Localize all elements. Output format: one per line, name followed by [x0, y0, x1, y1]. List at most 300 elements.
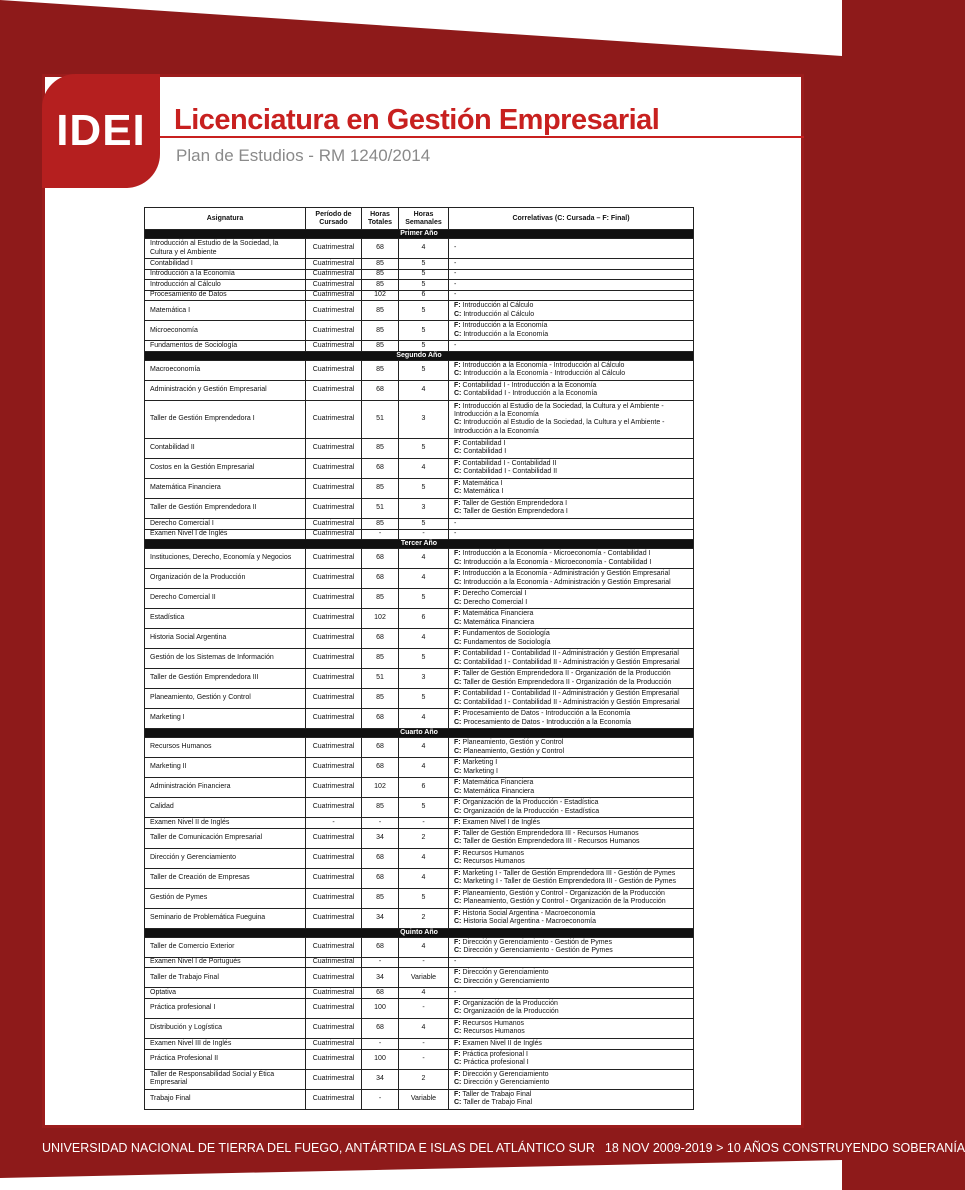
subject-cell: Taller de Creación de Empresas [145, 868, 306, 888]
correlatives-cell [449, 1069, 694, 1089]
subject-cell: Historia Social Argentina [145, 629, 306, 649]
table-row [145, 689, 694, 709]
correlatives-cell [449, 380, 694, 400]
weekly-hours-cell: 4 [399, 758, 449, 778]
correlative-line: F: Fundamentos de Sociología [454, 630, 550, 638]
total-hours-cell: - [362, 1038, 399, 1049]
table-row [145, 400, 694, 438]
total-hours-cell: 34 [362, 968, 399, 988]
correlatives-cell [449, 828, 694, 848]
table-row [145, 1069, 694, 1089]
header-horas-totales: Horas Totales [362, 208, 399, 230]
header-asignatura: Asignatura [145, 208, 306, 230]
total-hours-cell: 68 [362, 239, 399, 259]
subject-cell: Examen Nivel III de Inglés [145, 1038, 306, 1049]
period-cell: Cuatrimestral [306, 848, 362, 868]
correlative-line: F: Matemática Financiera [454, 779, 534, 787]
correlatives-cell [449, 301, 694, 321]
weekly-hours-cell: 5 [399, 269, 449, 280]
correlative-line: C: Taller de Gestión Emprendedora III - Recursos Humanos [454, 838, 640, 846]
correlatives-cell [449, 529, 694, 540]
correlative-line: C: Taller de Trabajo Final [454, 1099, 533, 1107]
table-row [145, 341, 694, 352]
correlatives-cell [449, 269, 694, 280]
correlatives-cell [449, 518, 694, 529]
weekly-hours-cell: 3 [399, 498, 449, 518]
weekly-hours-cell: 4 [399, 937, 449, 957]
correlative-line: C: Dirección y Gerenciamiento [454, 977, 550, 985]
correlatives-cell [449, 458, 694, 478]
table-row [145, 629, 694, 649]
subject-cell: Taller de Trabajo Final [145, 968, 306, 988]
subject-cell: Instituciones, Derecho, Economía y Negocios [145, 549, 306, 569]
correlative-line: F: Contabilidad I - Contabilidad II [454, 460, 557, 468]
weekly-hours-cell: 5 [399, 478, 449, 498]
correlatives-cell [449, 341, 694, 352]
table-row [145, 908, 694, 928]
section-title: Primer Año [145, 230, 694, 239]
correlative-line: C: Recursos Humanos [454, 858, 525, 866]
total-hours-cell: 85 [362, 280, 399, 291]
correlative-line: F: Introducción a la Economía - Administración y Gestión Empresarial [454, 570, 670, 578]
period-cell: Cuatrimestral [306, 988, 362, 999]
subject-cell: Derecho Comercial I [145, 518, 306, 529]
subject-cell: Examen Nivel I de Portugués [145, 957, 306, 968]
correlatives-cell [449, 937, 694, 957]
correlatives-cell [449, 848, 694, 868]
table-row [145, 478, 694, 498]
correlatives-cell [449, 908, 694, 928]
total-hours-cell: 102 [362, 778, 399, 798]
table-row [145, 518, 694, 529]
correlatives-cell [449, 1049, 694, 1069]
correlative-line: F: Recursos Humanos [454, 1020, 525, 1028]
total-hours-cell: 102 [362, 609, 399, 629]
correlatives-cell [449, 609, 694, 629]
weekly-hours-cell: - [399, 1049, 449, 1069]
table-row [145, 937, 694, 957]
period-cell: Cuatrimestral [306, 269, 362, 280]
correlatives-cell [449, 888, 694, 908]
correlative-line: F: Matemática I [454, 480, 503, 488]
correlative-line: C: Introducción al Estudio de la Sociedad, la Cultura y el Ambiente - [454, 419, 665, 427]
correlatives-cell [449, 498, 694, 518]
weekly-hours-cell: 5 [399, 649, 449, 669]
subject-cell: Contabilidad I [145, 259, 306, 270]
total-hours-cell: 51 [362, 400, 399, 438]
table-row [145, 988, 694, 999]
correlatives-cell [449, 478, 694, 498]
period-cell: - [306, 818, 362, 829]
weekly-hours-cell: 5 [399, 798, 449, 818]
total-hours-cell: 68 [362, 569, 399, 589]
correlatives-cell [449, 629, 694, 649]
correlative-line: - [454, 244, 457, 252]
correlative-line: F: Marketing I - Taller de Gestión Emprendedora III - Gestión de Pymes [454, 869, 676, 877]
subject-cell: Procesamiento de Datos [145, 290, 306, 301]
section-title: Quinto Año [145, 928, 694, 937]
subject-cell: Gestión de los Sistemas de Información [145, 649, 306, 669]
total-hours-cell: 85 [362, 341, 399, 352]
table-row [145, 1038, 694, 1049]
period-cell: Cuatrimestral [306, 998, 362, 1018]
correlative-line: F: Matemática Financiera [454, 610, 534, 618]
correlatives-cell [449, 549, 694, 569]
correlatives-cell [449, 438, 694, 458]
subject-cell: Introducción al Estudio de la Sociedad, la Cultura y el Ambiente [145, 239, 306, 259]
correlative-line: C: Contabilidad I - Contabilidad II [454, 468, 558, 476]
correlative-line: - [454, 530, 457, 538]
correlative-line: C: Dirección y Gerenciamiento - Gestión de Pymes [454, 947, 613, 955]
section-header-row [145, 729, 694, 738]
period-cell: Cuatrimestral [306, 968, 362, 988]
correlatives-cell [449, 360, 694, 380]
subject-cell: Taller de Gestión Emprendedora I [145, 400, 306, 438]
correlative-line: C: Derecho Comercial I [454, 598, 528, 606]
subject-cell: Planeamiento, Gestión y Control [145, 689, 306, 709]
correlative-line: F: Derecho Comercial I [454, 590, 527, 598]
total-hours-cell: 68 [362, 458, 399, 478]
period-cell: Cuatrimestral [306, 908, 362, 928]
weekly-hours-cell: 4 [399, 988, 449, 999]
correlative-line: C: Introducción a la Economía - Administración y Gestión Empresarial [454, 578, 671, 586]
weekly-hours-cell: 6 [399, 609, 449, 629]
weekly-hours-cell: - [399, 998, 449, 1018]
correlative-line: C: Introducción al Cálculo [454, 310, 535, 318]
correlative-line: - [454, 958, 457, 966]
period-cell: Cuatrimestral [306, 529, 362, 540]
period-cell: Cuatrimestral [306, 290, 362, 301]
correlatives-cell [449, 589, 694, 609]
table-row [145, 321, 694, 341]
weekly-hours-cell: 6 [399, 290, 449, 301]
period-cell: Cuatrimestral [306, 321, 362, 341]
weekly-hours-cell: Variable [399, 968, 449, 988]
period-cell: Cuatrimestral [306, 518, 362, 529]
title-divider [160, 136, 804, 138]
correlative-line: F: Examen Nivel II de Inglés [454, 1039, 542, 1047]
subject-cell: Trabajo Final [145, 1089, 306, 1109]
correlative-line: F: Dirección y Gerenciamiento [454, 1070, 549, 1078]
period-cell: Cuatrimestral [306, 1038, 362, 1049]
correlative-line: F: Práctica profesional I [454, 1050, 528, 1058]
section-header-row [145, 351, 694, 360]
total-hours-cell: 85 [362, 360, 399, 380]
subject-cell: Organización de la Producción [145, 569, 306, 589]
subject-cell: Taller de Comercio Exterior [145, 937, 306, 957]
total-hours-cell: 85 [362, 649, 399, 669]
header-horas-semanales: Horas Semanales [399, 208, 449, 230]
table-row [145, 589, 694, 609]
header-correlativas: Correlativas (C: Cursada – F: Final) [449, 208, 694, 230]
table-row [145, 968, 694, 988]
correlative-line: C: Introducción a la Economía - Microeconomía - Contabilidad I [454, 558, 652, 566]
table-row [145, 290, 694, 301]
weekly-hours-cell: - [399, 818, 449, 829]
correlative-line: - [454, 259, 457, 267]
period-cell: Cuatrimestral [306, 709, 362, 729]
total-hours-cell: 85 [362, 689, 399, 709]
table-row [145, 269, 694, 280]
correlative-line: F: Dirección y Gerenciamiento [454, 969, 549, 977]
correlative-line: F: Introducción al Estudio de la Sociedad, la Cultura y el Ambiente - [454, 402, 664, 410]
total-hours-cell: 85 [362, 259, 399, 270]
period-cell: Cuatrimestral [306, 239, 362, 259]
correlatives-cell [449, 798, 694, 818]
total-hours-cell: - [362, 818, 399, 829]
table-row [145, 669, 694, 689]
correlatives-cell [449, 1089, 694, 1109]
correlative-line: C: Planeamiento, Gestión y Control [454, 747, 565, 755]
correlatives-cell [449, 998, 694, 1018]
period-cell: Cuatrimestral [306, 280, 362, 291]
period-cell: Cuatrimestral [306, 400, 362, 438]
weekly-hours-cell: 4 [399, 868, 449, 888]
period-cell: Cuatrimestral [306, 957, 362, 968]
period-cell: Cuatrimestral [306, 301, 362, 321]
subject-cell: Práctica profesional I [145, 998, 306, 1018]
correlatives-cell [449, 818, 694, 829]
period-cell: Cuatrimestral [306, 589, 362, 609]
correlative-line: F: Introducción a la Economía - Introducción al Cálculo [454, 362, 625, 370]
period-cell: Cuatrimestral [306, 438, 362, 458]
total-hours-cell: 68 [362, 1018, 399, 1038]
idei-logo: IDEI [42, 74, 160, 188]
correlative-line: C: Fundamentos de Sociología [454, 638, 551, 646]
total-hours-cell: 34 [362, 908, 399, 928]
page-title: Licenciatura en Gestión Empresarial [174, 104, 660, 136]
footer [42, 1141, 965, 1155]
correlative-line: Introducción a la Economía [454, 411, 539, 419]
subject-cell: Marketing II [145, 758, 306, 778]
correlatives-cell [449, 778, 694, 798]
correlatives-cell [449, 321, 694, 341]
correlative-line: C: Taller de Gestión Emprendedora I [454, 508, 568, 516]
total-hours-cell: 68 [362, 380, 399, 400]
correlative-line: F: Examen Nivel I de Inglés [454, 818, 540, 826]
period-cell: Cuatrimestral [306, 828, 362, 848]
total-hours-cell: 85 [362, 798, 399, 818]
table-row [145, 709, 694, 729]
total-hours-cell: 68 [362, 868, 399, 888]
correlative-line: F: Contabilidad I - Contabilidad II - Administración y Gestión Empresarial [454, 650, 679, 658]
period-cell: Cuatrimestral [306, 1089, 362, 1109]
table-row [145, 458, 694, 478]
total-hours-cell: 68 [362, 629, 399, 649]
subject-cell: Optativa [145, 988, 306, 999]
correlative-line: F: Introducción a la Economía [454, 322, 548, 330]
correlative-line: F: Planeamiento, Gestión y Control - Organización de la Producción [454, 889, 665, 897]
correlative-line: F: Historia Social Argentina - Macroeconomía [454, 909, 596, 917]
subject-cell: Gestión de Pymes [145, 888, 306, 908]
correlative-line: C: Matemática Financiera [454, 618, 535, 626]
table-row [145, 818, 694, 829]
table-row [145, 738, 694, 758]
period-cell: Cuatrimestral [306, 868, 362, 888]
subject-cell: Administración y Gestión Empresarial [145, 380, 306, 400]
period-cell: Cuatrimestral [306, 341, 362, 352]
section-header-row [145, 928, 694, 937]
weekly-hours-cell: 5 [399, 301, 449, 321]
period-cell: Cuatrimestral [306, 498, 362, 518]
subject-cell: Examen Nivel II de Inglés [145, 818, 306, 829]
total-hours-cell: 100 [362, 998, 399, 1018]
correlative-line: F: Planeamiento, Gestión y Control [454, 739, 564, 747]
total-hours-cell: 51 [362, 498, 399, 518]
correlative-line: C: Marketing I - Taller de Gestión Emprendedora III - Gestión de Pymes [454, 878, 677, 886]
period-cell: Cuatrimestral [306, 629, 362, 649]
correlative-line: F: Contabilidad I [454, 440, 506, 448]
total-hours-cell: 51 [362, 669, 399, 689]
table-row [145, 649, 694, 669]
correlatives-cell [449, 968, 694, 988]
period-cell: Cuatrimestral [306, 778, 362, 798]
weekly-hours-cell: - [399, 529, 449, 540]
correlative-line: C: Marketing I [454, 767, 498, 775]
weekly-hours-cell: 5 [399, 321, 449, 341]
weekly-hours-cell: 4 [399, 380, 449, 400]
weekly-hours-cell: 2 [399, 1069, 449, 1089]
total-hours-cell: 68 [362, 738, 399, 758]
correlative-line: - [454, 270, 457, 278]
table-row [145, 957, 694, 968]
period-cell: Cuatrimestral [306, 649, 362, 669]
total-hours-cell: 68 [362, 758, 399, 778]
total-hours-cell: 68 [362, 549, 399, 569]
period-cell: Cuatrimestral [306, 1049, 362, 1069]
period-cell: Cuatrimestral [306, 549, 362, 569]
table-row [145, 498, 694, 518]
correlative-line: C: Introducción a la Economía [454, 330, 549, 338]
table-row [145, 549, 694, 569]
period-cell: Cuatrimestral [306, 937, 362, 957]
table-row [145, 1018, 694, 1038]
weekly-hours-cell: - [399, 957, 449, 968]
correlatives-cell [449, 868, 694, 888]
table-row [145, 438, 694, 458]
weekly-hours-cell: 5 [399, 518, 449, 529]
correlative-line: F: Taller de Gestión Emprendedora II - Organización de la Producción [454, 670, 671, 678]
correlative-line: F: Introducción a la Economía - Microeconomía - Contabilidad I [454, 550, 651, 558]
correlative-line: F: Contabilidad I - Contabilidad II - Administración y Gestión Empresarial [454, 690, 679, 698]
correlative-line: - [454, 988, 457, 996]
subject-cell: Contabilidad II [145, 438, 306, 458]
correlatives-cell [449, 400, 694, 438]
total-hours-cell: 85 [362, 589, 399, 609]
correlative-line: C: Taller de Gestión Emprendedora II - Organización de la Producción [454, 678, 672, 686]
correlative-line: F: Dirección y Gerenciamiento - Gestión de Pymes [454, 938, 612, 946]
study-plan-table [144, 207, 694, 1110]
period-cell: Cuatrimestral [306, 1018, 362, 1038]
subject-cell: Introducción al Cálculo [145, 280, 306, 291]
table-row [145, 360, 694, 380]
weekly-hours-cell: 4 [399, 549, 449, 569]
weekly-hours-cell: 4 [399, 569, 449, 589]
correlatives-cell [449, 669, 694, 689]
table-row [145, 778, 694, 798]
table-row [145, 868, 694, 888]
weekly-hours-cell: 2 [399, 828, 449, 848]
period-cell: Cuatrimestral [306, 360, 362, 380]
table-row [145, 1049, 694, 1069]
subject-cell: Marketing I [145, 709, 306, 729]
period-cell: Cuatrimestral [306, 569, 362, 589]
correlative-line: F: Procesamiento de Datos - Introducción a la Economía [454, 710, 631, 718]
subject-cell: Administración Financiera [145, 778, 306, 798]
correlatives-cell [449, 1018, 694, 1038]
total-hours-cell: 68 [362, 988, 399, 999]
table-body [145, 230, 694, 1110]
subject-cell: Taller de Gestión Emprendedora II [145, 498, 306, 518]
weekly-hours-cell: 5 [399, 360, 449, 380]
period-cell: Cuatrimestral [306, 689, 362, 709]
total-hours-cell: - [362, 529, 399, 540]
weekly-hours-cell: 3 [399, 669, 449, 689]
weekly-hours-cell: 4 [399, 848, 449, 868]
footer-anniversary: 18 NOV 2009-2019 > 10 AÑOS CONSTRUYENDO SOBERANÍA [604, 1141, 965, 1155]
total-hours-cell: 34 [362, 1069, 399, 1089]
weekly-hours-cell: 4 [399, 629, 449, 649]
correlative-line: Introducción a la Economía [454, 427, 539, 435]
correlative-line: C: Práctica profesional I [454, 1059, 529, 1067]
correlative-line: - [454, 519, 457, 527]
correlative-line: C: Matemática I [454, 488, 504, 496]
correlative-line: C: Matemática Financiera [454, 787, 535, 795]
table-row [145, 280, 694, 291]
correlatives-cell [449, 957, 694, 968]
table-row [145, 239, 694, 259]
subject-cell: Matemática Financiera [145, 478, 306, 498]
correlatives-cell [449, 988, 694, 999]
table-row [145, 828, 694, 848]
correlative-line: - [454, 280, 457, 288]
period-cell: Cuatrimestral [306, 609, 362, 629]
period-cell: Cuatrimestral [306, 758, 362, 778]
section-header-row [145, 540, 694, 549]
period-cell: Cuatrimestral [306, 888, 362, 908]
table-row [145, 569, 694, 589]
period-cell: Cuatrimestral [306, 1069, 362, 1089]
period-cell: Cuatrimestral [306, 798, 362, 818]
page-subtitle: Plan de Estudios - RM 1240/2014 [176, 146, 431, 165]
bottom-white-band [0, 1160, 842, 1190]
total-hours-cell: 85 [362, 478, 399, 498]
correlative-line: C: Contabilidad I - Introducción a la Economía [454, 390, 598, 398]
total-hours-cell: - [362, 957, 399, 968]
total-hours-cell: 85 [362, 518, 399, 529]
weekly-hours-cell: 4 [399, 709, 449, 729]
subject-cell: Macroeconomía [145, 360, 306, 380]
period-cell: Cuatrimestral [306, 380, 362, 400]
correlative-line: C: Contabilidad I [454, 448, 507, 456]
period-cell: Cuatrimestral [306, 478, 362, 498]
table-row [145, 998, 694, 1018]
table-row [145, 888, 694, 908]
correlatives-cell [449, 280, 694, 291]
subject-cell: Calidad [145, 798, 306, 818]
section-title: Segundo Año [145, 351, 694, 360]
weekly-hours-cell: 5 [399, 438, 449, 458]
weekly-hours-cell: 2 [399, 908, 449, 928]
period-cell: Cuatrimestral [306, 669, 362, 689]
subject-cell: Examen Nivel I de Inglés [145, 529, 306, 540]
total-hours-cell: 85 [362, 888, 399, 908]
header-periodo: Período de Cursado [306, 208, 362, 230]
table-row [145, 301, 694, 321]
table-row [145, 758, 694, 778]
total-hours-cell: - [362, 1089, 399, 1109]
weekly-hours-cell: 4 [399, 1018, 449, 1038]
